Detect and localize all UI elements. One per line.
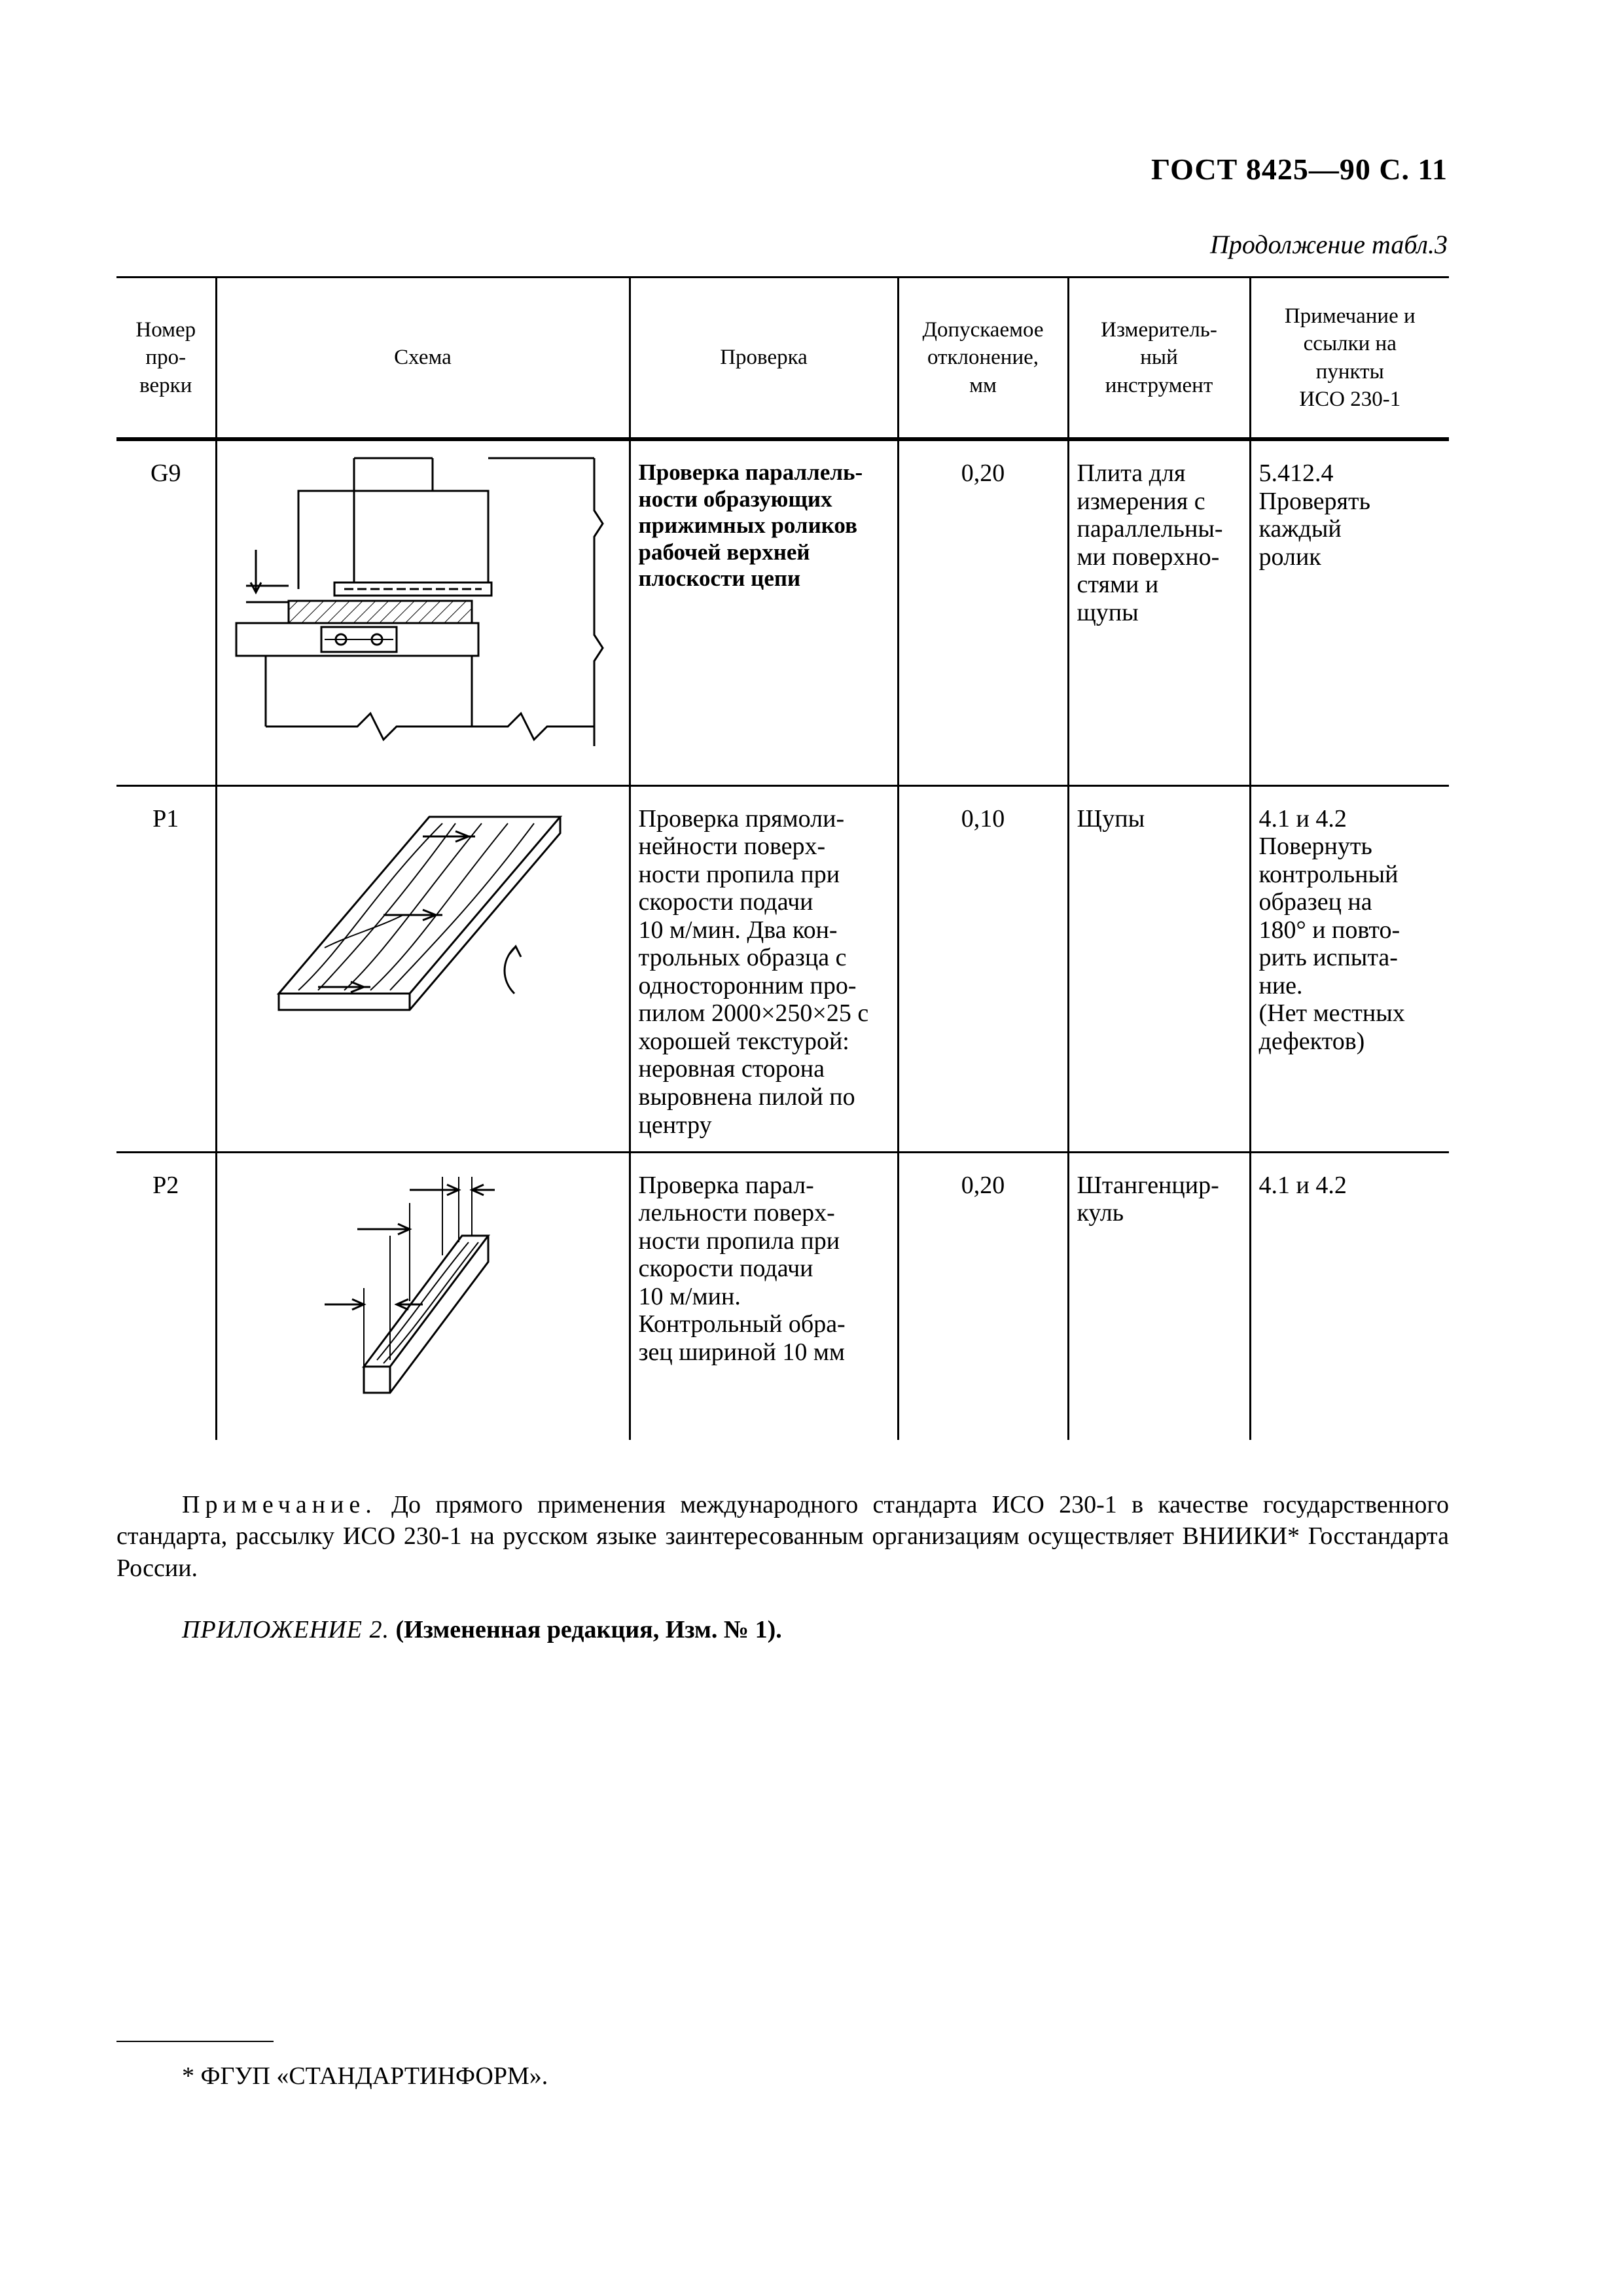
measuring-instrument: Плита для измерения с параллельны- ми поверхно- стями и щупы xyxy=(1077,459,1223,626)
check-number: G9 xyxy=(151,459,181,487)
allowed-deviation: 0,20 xyxy=(961,459,1005,487)
check-description: Проверка парал- лельности поверх- ности пропила при скорости подачи 10 м/мин. Контрольный обра- зец шириной 10 мм xyxy=(638,1171,846,1366)
table-row xyxy=(116,785,1449,1152)
measuring-instrument: Штангенцир- куль xyxy=(1077,1171,1219,1227)
table-row xyxy=(116,439,1449,785)
chain-plane-rollers-diagram-icon xyxy=(217,441,629,756)
column-header-number: Номер про- верки xyxy=(116,278,216,440)
iso-references-note: 5.412.4 Проверять каждый ролик xyxy=(1258,459,1370,571)
wooden-sample-board-diagram-icon xyxy=(217,787,629,1049)
check-number: P2 xyxy=(152,1171,179,1199)
note-label: Примечание. xyxy=(182,1491,377,1518)
column-header-deviation: Допускаемое отклонение, мм xyxy=(898,278,1068,440)
note-paragraph xyxy=(116,1489,1449,1584)
appendix-reference xyxy=(182,1615,782,1644)
check-number: P1 xyxy=(152,804,179,833)
footnote: * ФГУП «СТАНДАРТИНФОРМ». xyxy=(182,2062,548,2090)
allowed-deviation: 0,20 xyxy=(961,1171,1005,1199)
table-continuation-label: Продолжение табл.3 xyxy=(1209,230,1448,259)
column-header-check: Проверка xyxy=(630,278,898,440)
table-header-row xyxy=(116,278,1449,440)
iso-references-note: 4.1 и 4.2 xyxy=(1258,1171,1347,1199)
table-row xyxy=(116,1152,1449,1440)
narrow-sample-strip-diagram-icon xyxy=(217,1153,629,1429)
column-header-notes: Примечание и ссылки на пункты ИСО 230-1 xyxy=(1250,278,1449,440)
column-header-schema: Схема xyxy=(216,278,630,440)
appendix-text: (Измененная редакция, Изм. № 1). xyxy=(395,1616,782,1643)
footnote-divider xyxy=(116,2041,274,2042)
appendix-label: ПРИЛОЖЕНИЕ 2. xyxy=(182,1616,389,1643)
check-description: Проверка прямоли- нейности поверх- ности пропила при скорости подачи 10 м/мин. Два кон- трольных образца с односторонним про- пилом 2000×250×25 с хорошей текстурой: неровная сторона выровнена пилой по центру xyxy=(638,804,869,1139)
column-header-instrument: Измеритель- ный инструмент xyxy=(1068,278,1250,440)
iso-references-note: 4.1 и 4.2 Повернуть контрольный образец на 180° и повто- рить испыта- ние. (Нет местных дефектов) xyxy=(1258,804,1405,1055)
checks-table xyxy=(116,276,1449,1440)
check-description: Проверка параллель- ности образующих прижимных роликов рабочей верхней плоскости цепи xyxy=(638,459,863,592)
note-text: До прямого применения международного стандарта ИСО 230-1 в качестве государственного стандарта, рассылку ИСО 230-1 на русском языке заинтересованным организациям осуществляет ВНИИКИ* Госстандарта России. xyxy=(116,1491,1449,1582)
measuring-instrument: Щупы xyxy=(1077,804,1145,833)
page-header-title: ГОСТ 8425—90 С. 11 xyxy=(1150,152,1448,186)
allowed-deviation: 0,10 xyxy=(961,804,1005,833)
